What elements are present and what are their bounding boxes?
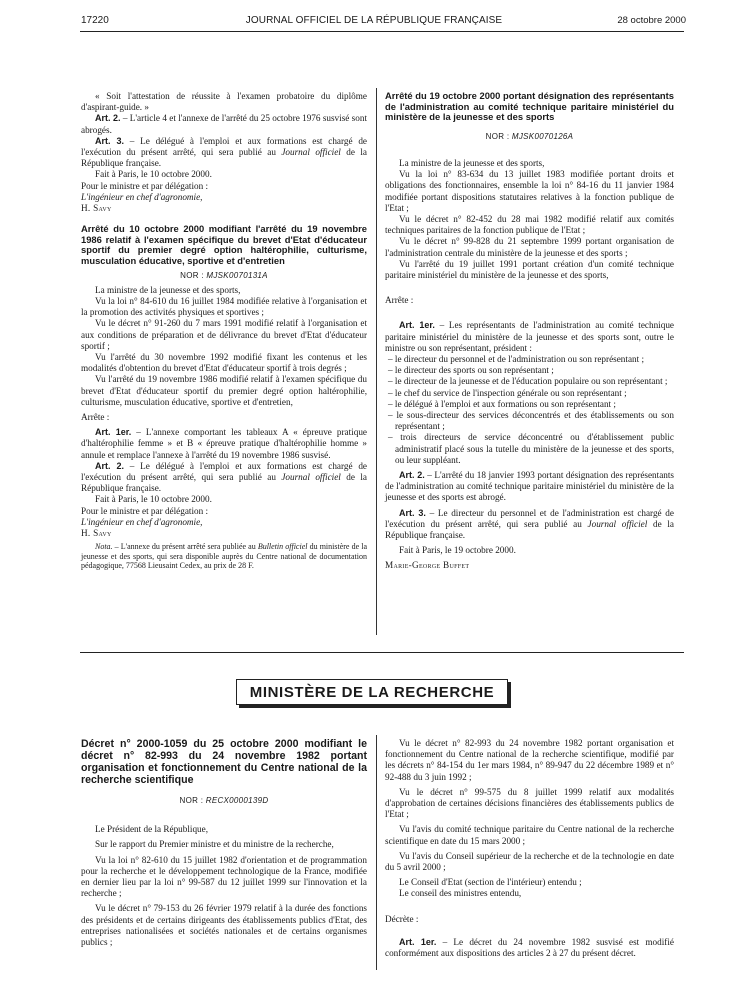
arrete-label: Arrête :	[385, 295, 414, 306]
decree-title: Décret n° 2000-1059 du 25 octobre 2000 modifiant le décret n° 82-993 du 24 novembre 1982 portant organisation et fonctionnement du Centre national de la recherche scientifique	[81, 738, 367, 786]
nor-reference: NOR : MJSK0070131A	[180, 270, 268, 280]
ministry-banner: MINISTÈRE DE LA RECHERCHE	[236, 679, 508, 705]
list-item: – le chef du service de l'inspection générale ou son représentant ;	[388, 387, 627, 398]
decree-right-column	[385, 738, 674, 959]
column-divider	[376, 88, 377, 635]
visa-3: Vu le décret n° 82-993 du 24 novembre 1982 portant organisation et fonctionnement du Centre national de la recherche scientifique, modifié par les décrets n° 84-154 du 1er mars 1984, n° 89-947 du 22 décembre 1989 et n° 92-488 du 3 juin 1992 ;	[385, 738, 674, 782]
nota-note: Nota. – L'annexe du présent arrêté sera publiée au Bulletin officiel du ministère de la jeunesse et des sports, qui sera disponible auprès du Centre national de documentation pédagogique, 77568 Lieusaint Cedex, au prix de 28 F.	[81, 542, 367, 570]
decrete-label: Décrète :	[385, 913, 419, 924]
visa-3: Vu le décret n° 99-828 du 21 septembre 1999 portant organisation de l'administration centrale du ministère de la jeunesse et des sports ;	[385, 236, 674, 258]
conseil-ministres-line: Le conseil des ministres entendu,	[399, 888, 522, 899]
fait-a-paris: Fait à Paris, le 19 octobre 2000.	[399, 545, 516, 556]
article-1: Art. 1er. – Le décret du 24 novembre 1982 susvisé est modifié conformément aux dispositions des articles 2 à 27 du présent décret.	[385, 936, 674, 959]
fait-a-paris: Fait à Paris, le 10 octobre 2000.	[95, 494, 212, 505]
visa-1: Vu la loi n° 84-610 du 16 juillet 1984 modifiée relative à l'organisation et la promotion des activités physiques et sportives ;	[81, 296, 367, 318]
article-2: Art. 2. – Le délégué à l'emploi et aux formations est chargé de l'exécution du présent arrêté, qui sera publié au Journal officiel de la République française.	[81, 460, 367, 494]
signature-name: H. Savy	[81, 528, 112, 539]
list-item: – le directeur du personnel et de l'administration ou son représentant ;	[388, 354, 645, 365]
signature-name: Marie-George Buffet	[385, 560, 470, 571]
page-number: 17220	[81, 15, 109, 26]
quote-paragraph: « Soit l'attestation de réussite à l'examen probatoire du diplôme d'aspirant-guide. »	[81, 91, 367, 113]
signature-name: H. Savy	[81, 203, 112, 214]
arrete-title: Arrêté du 19 octobre 2000 portant désignation des représentants de l'administration au comité technique paritaire ministériel du ministère de la jeunesse et des sports	[385, 90, 674, 123]
header-rule	[80, 31, 684, 32]
visa-1: Vu la loi n° 83-634 du 13 juillet 1983 modifiée portant droits et obligations des fonctionnaires, ensemble la loi n° 84-16 du 11 janvier 1984 modifiée portant dispositions statutaires relatives à la fonction publique de l'Etat ;	[385, 169, 674, 213]
list-item: – le directeur des sports ou son représentant ;	[388, 365, 554, 376]
article-2: Art. 2. – L'arrêté du 18 janvier 1993 portant désignation des représentants de l'administration au comité technique paritaire ministériel du ministère de la jeunesse et des sports est abrogé.	[385, 470, 674, 503]
visa-2: Vu le décret n° 79-153 du 26 février 1979 relatif à la durée des fonctions des présidents et de certains dirigeants des établissements publics d'Etat, des entreprises nationalisées et sociétés nationales et de certains organismes publics ;	[81, 903, 367, 948]
article-3: Art. 3. – Le délégué à l'emploi et aux formations est chargé de l'exécution du présent arrêté, qui sera publié au Journal officiel de la République française.	[81, 135, 367, 169]
nor-reference: NOR : MJSK0070126A	[485, 131, 574, 141]
article-2: Art. 2. – L'article 4 et l'annexe de l'arrêté du 25 octobre 1976 susvisé sont abrogés.	[81, 113, 368, 135]
visa-2: Vu le décret n° 82-452 du 28 mai 1982 modifié relatif aux comités techniques paritaires de la fonction publique de l'Etat ;	[385, 214, 674, 236]
visa-4: Vu l'arrêté du 19 juillet 1991 portant création d'un comité technique paritaire ministériel du ministère de la jeunesse et des sports,	[385, 258, 674, 281]
conseil-etat-line: Le Conseil d'Etat (section de l'intérieur) entendu ;	[399, 877, 582, 888]
signature-line-1: Pour le ministre et par délégation :	[81, 180, 209, 191]
visa-3: Vu l'arrêté du 30 novembre 1992 modifié fixant les contenus et les modalités d'obtention du brevet d'Etat d'éducateur sportif à trois degrés ;	[81, 352, 367, 374]
visa-1: Vu la loi n° 82-610 du 15 juillet 1982 d'orientation et de programmation pour la recherche et le développement technologique de la France, modifiée en dernier lieu par la loi n° 99-587 du 12 juillet 1999 sur l'innovation et la recherche ;	[81, 854, 367, 899]
column-divider	[376, 735, 377, 970]
list-item: – trois directeurs de service déconcentré ou d'établissement public administratif placé sous la tutelle du ministère de la jeunesse et des sports, ou leur suppléant.	[388, 432, 674, 465]
list-item: – le directeur de la jeunesse et de l'éducation populaire ou son représentant ;	[388, 376, 668, 387]
visa-minister: La ministre de la jeunesse et des sports,	[399, 157, 545, 168]
nor-reference: NOR : RECX0000139D	[179, 796, 269, 805]
visa-minister: La ministre de la jeunesse et des sports,	[95, 284, 241, 295]
right-column	[385, 91, 674, 572]
decree-left-column	[81, 738, 367, 948]
left-column	[81, 91, 367, 570]
rapport-line: Sur le rapport du Premier ministre et du ministre de la recherche,	[95, 839, 334, 850]
issue-date: 28 octobre 2000	[617, 15, 686, 26]
article-1: Art. 1er. – Les représentants de l'administration au comité technique paritaire ministériel du ministère de la jeunesse et des sports sont, outre le ministre ou son représentant, président :	[385, 320, 674, 353]
section-rule	[80, 652, 684, 653]
visa-4: Vu l'arrêté du 19 novembre 1986 modifié relatif à l'examen spécifique du brevet d'Etat d'éducateur sportif du premier degré option haltérophilie, culturisme, musculation éducative, sportive et d'entretien,	[81, 374, 367, 407]
president-line: Le Président de la République,	[95, 824, 209, 835]
list-item: – le délégué à l'emploi et aux formations ou son représentant ;	[388, 398, 616, 409]
visa-4: Vu le décret n° 99-575 du 8 juillet 1999 relatif aux modalités d'approbation de certaines décisions financières des établissements publics de l'Etat ;	[385, 786, 674, 820]
arrete-label: Arrête :	[81, 412, 110, 423]
signature-line-2: L'ingénieur en chef d'agronomie,	[81, 516, 203, 527]
journal-title: JOURNAL OFFICIEL DE LA RÉPUBLIQUE FRANÇAISE	[245, 15, 503, 26]
page-header	[0, 15, 748, 29]
article-3: Art. 3. – Le directeur du personnel et de l'administration est chargé de l'exécution du présent arrêté, qui sera publié au Journal officiel de la République française.	[385, 507, 675, 541]
signature-line-2: L'ingénieur en chef d'agronomie,	[81, 191, 203, 202]
list-item: – le sous-directeur des services déconcentrés et des établissements ou son représentant ;	[388, 410, 674, 432]
arrete-title: Arrêté du 10 octobre 2000 modifiant l'arrêté du 19 novembre 1986 relatif à l'examen spécifique du brevet d'Etat d'éducateur sportif du premier degré option haltérophilie, culturisme, musculation éducative, sportive et d'entretien	[81, 223, 367, 267]
signature-line-1: Pour le ministre et par délégation :	[81, 505, 209, 516]
article-1: Art. 1er. – L'annexe comportant les tableaux A « épreuve pratique d'haltérophilie femme » et B « épreuve pratique d'haltérophilie homme » annule et remplace l'annexe à l'arrêté du 19 novembre 1986 susvisé.	[81, 427, 367, 460]
visa-6: Vu l'avis du Conseil supérieur de la recherche et de la technologie en date du 5 avril 2000 ;	[385, 850, 674, 873]
visa-5: Vu l'avis du comité technique paritaire du Centre national de la recherche scientifique en date du 15 mars 2000 ;	[385, 824, 674, 846]
fait-a-paris: Fait à Paris, le 10 octobre 2000.	[95, 169, 212, 180]
visa-2: Vu le décret n° 91-260 du 7 mars 1991 modifié relatif à l'organisation et aux conditions de préparation et de délivrance du brevet d'Etat d'éducateur sportif ;	[81, 318, 367, 351]
